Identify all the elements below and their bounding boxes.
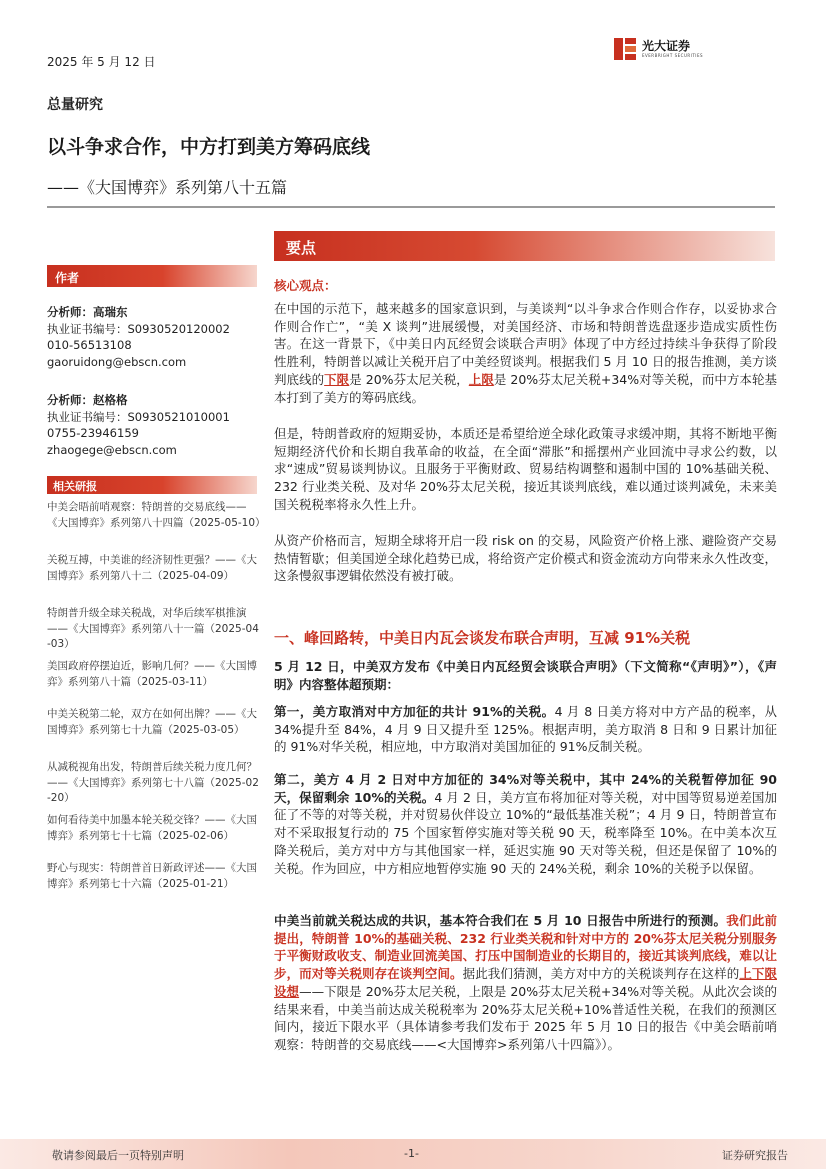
range-highlight: 上下限设想 bbox=[274, 966, 777, 999]
paragraph-text: 是 20%芬太尼关税， bbox=[349, 371, 469, 387]
paragraph-lead: 第二，美方 4 月 2 日对中方加征的 34%对等关税中，其中 24%的关税暂停加征 90 天，保留剩余 10%的关税。 bbox=[274, 772, 777, 805]
everbright-logo-icon bbox=[612, 36, 638, 62]
analyst-name: 分析师：高瑞东 bbox=[47, 305, 128, 319]
paragraph: 5 月 12 日，中美双方发布《中美日内瓦经贸会谈联合声明》（下文简称“《声明》”），《声明》内容整体超预期： bbox=[274, 659, 777, 692]
highlighted-text: 我们此前提出，特朗普 10%的基础关税、232 行业类关税和针对中方的 20%芬太尼关税分别服务于平衡财政收支、制造业回流美国、打压中国制造业的长期目的，接近其谈判底线，难以让步，而对等关税则存在谈判空间。 bbox=[274, 913, 777, 982]
related-report-item[interactable]: 中美关税第二轮，双方在如何出牌？——《大国博弈》系列第七十九篇（2025-03-05） bbox=[47, 708, 257, 736]
paragraph-lead: 中美当前就关税达成的共识，基本符合我们在 5 月 10 日报告中所进行的预测。 bbox=[274, 913, 727, 928]
analyst-phone: 0755-23946159 bbox=[47, 426, 139, 440]
logo-english-text: EVERBRIGHT SECURITIES bbox=[642, 53, 704, 58]
related-report-item[interactable]: 野心与现实：特朗普首日新政评述——《大国博弈》系列第七十六篇（2025-01-21） bbox=[47, 862, 257, 890]
core-view-label: 核心观点： bbox=[274, 278, 337, 293]
analyst-card bbox=[47, 304, 257, 370]
related-report-item[interactable]: 美国政府停摆迫近，影响几何？——《大国博弈》系列第八十篇（2025-03-11） bbox=[47, 660, 257, 688]
header-divider bbox=[47, 206, 775, 208]
analyst-email[interactable]: gaoruidong@ebscn.com bbox=[47, 354, 187, 369]
paragraph-text: 4 月 2 日，美方宣布将加征对等关税，对中国等贸易逆差国加征了不等的对等关税，并对贸易伙伴设立 10%的“最低基准关税”；4 月 9 日，特朗普宣布对不采取报复行动的 75 个国家暂停实施对等关税 90 天，税率降至 10%。在中美本次互降关税后，美方对中方与其他国家一样，延迟实施 90 天对等关税，但还是保留了 10%的关税。作为回应，中方相应地暂停实施 90 天的 24%关税，剩余 10%的关税予以保留。 bbox=[274, 789, 778, 876]
paragraph bbox=[274, 912, 777, 1054]
related-report-item[interactable]: 如何看待美中加墨本轮关税交锋？——《大国博弈》系列第七十七篇（2025-02-06） bbox=[47, 814, 257, 842]
footer-report-type: 证券研究报告 bbox=[722, 1149, 788, 1162]
paragraph: 从资产价格而言，短期全球将开启一段 risk on 的交易，风险资产价格上涨、避险资产交易热情暂歇；但美国逆全球化趋势已成，将给资产定价模式和资金流动方向带来永久性改变，这条慢叙事逻辑依然没有被打破。 bbox=[274, 533, 777, 584]
paragraph bbox=[274, 771, 777, 877]
analyst-email[interactable]: zhaogege@ebscn.com bbox=[47, 442, 177, 457]
analyst-cert: 执业证书编号：S0930521010001 bbox=[47, 409, 230, 424]
analyst-phone: 010-56513108 bbox=[47, 338, 132, 352]
core-view-paragraph bbox=[274, 300, 777, 406]
related-report-item[interactable]: 从减税视角出发，特朗普后续关税力度几何？——《大国博弈》系列第七十八篇（2025-02-20） bbox=[47, 761, 259, 804]
company-logo bbox=[612, 36, 742, 66]
report-subtitle: ——《大国博弈》系列第八十五篇 bbox=[47, 178, 288, 197]
logo-text: 光大证券 bbox=[642, 39, 691, 53]
report-title: 以斗争求合作，中方打到美方筹码底线 bbox=[47, 136, 371, 158]
report-date: 2025 年 5 月 12 日 bbox=[47, 55, 156, 69]
authors-heading: 作者 bbox=[47, 265, 257, 287]
analyst-cert: 执业证书编号：S0930520120002 bbox=[47, 321, 230, 336]
section-heading: 一、峰回路转，中美日内瓦会谈发布联合声明，互减 91%关税 bbox=[274, 629, 691, 647]
lower-limit-highlight: 下限 bbox=[324, 371, 350, 387]
related-reports-list bbox=[47, 500, 266, 909]
paragraph-text: 在中国的示范下，越来越多的国家意识到，与美谈判“以斗争求合作则合作存，以妥协求合作则合作亡”，“美 X 谈判”进展缓慢，对美国经济、市场和特朗普选盘逐步造成实质性伤害。在这一背景下，《中美日内瓦经贸会谈联合声明》体现了中方经过持续斗争获得了阶段性胜利，特朗普以减让关税开启了中美经贸谈判。根据我们 5 月 10 日的报告推测，美方谈判底线的 bbox=[274, 301, 777, 387]
paragraph bbox=[274, 703, 777, 756]
paragraph-lead: 第一，美方取消对中方加征的共计 91%的关税。 bbox=[274, 704, 555, 719]
footer-disclaimer[interactable]: 敬请参阅最后一页特别声明 bbox=[52, 1149, 184, 1162]
analyst-name: 分析师：赵格格 bbox=[47, 393, 128, 407]
report-category: 总量研究 bbox=[47, 97, 103, 113]
upper-limit-highlight: 上限 bbox=[468, 371, 494, 387]
paragraph: 但是，特朗普政府的短期妥协，本质还是希望给逆全球化政策寻求缓冲期，其将不断地平衡短期经济代价和长期自我革命的收益，在全面“滞胀”和摇摆州产业回流中寻求公约数，以求“速成”贸易谈判协议。且服务于平衡财政、贸易结构调整和遏制中国的 10%基础关税、232 行业类关税、及对华 20%芬太尼关税，接近其谈判底线，难以通过谈判减免，未来美国关税税率将永久性上升。 bbox=[274, 426, 777, 512]
paragraph-text: 是 20%芬太尼关税+34%对等关税，而中方本轮基本打到了美方的筹码底线。 bbox=[274, 371, 777, 405]
related-reports-heading: 相关研报 bbox=[47, 476, 257, 494]
key-points-banner: 要点 bbox=[274, 231, 775, 261]
paragraph-text: ——下限是 20%芬太尼关税，上限是 20%芬太尼关税+34%对等关税。从此次会谈的结果来看，中美当前达成关税税率为 20%芬太尼关税+10%普适性关税，在我们的预测区间内，接近下限水平（具体请参考我们发布于 2025 年 5 月 10 日的报告《中美会晤前哨观察：特朗普的交易底线——<大国博弈>系列第八十四篇》）。 bbox=[274, 983, 777, 1052]
paragraph-text: 据此我们猜测，美方对中方的关税谈判存在这样的 bbox=[462, 966, 740, 982]
analyst-card bbox=[47, 392, 257, 458]
paragraph-text: 4 月 8 日美方将对中方产品的税率，从 34%提升至 84%，4 月 9 日又提升至 125%。根据声明，美方取消 8 日和 9 日累计加征的 91%对华关税，相应地，中方取消对美国加征的 91%反制关税。 bbox=[274, 704, 777, 755]
page-number: -1- bbox=[404, 1147, 419, 1160]
related-report-item[interactable]: 关税互搏，中美谁的经济韧性更强？——《大国博弈》系列第八十二（2025-04-09） bbox=[47, 554, 257, 582]
related-report-item[interactable]: 中美会晤前哨观察：特朗普的交易底线——《大国博弈》系列第八十四篇（2025-05-10） bbox=[47, 501, 266, 529]
related-report-item[interactable]: 特朗普升级全球关税战，对华后续军棋推演——《大国博弈》系列第八十一篇（2025-04-03） bbox=[47, 607, 259, 650]
